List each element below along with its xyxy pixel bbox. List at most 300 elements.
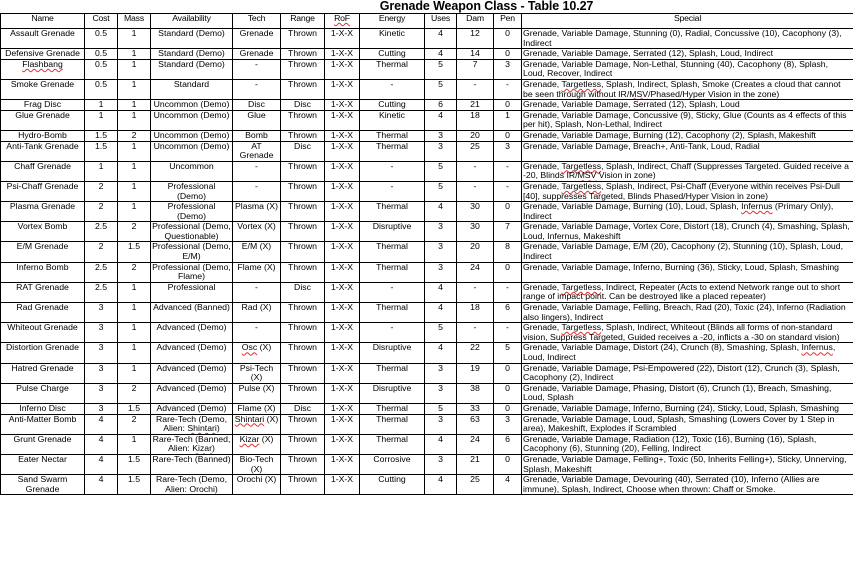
cell-energy: Corrosive	[360, 454, 425, 474]
cell-tech: Orochi (X)	[233, 475, 281, 495]
cell-name: Sand Swarm Grenade	[1, 475, 85, 495]
cell-special: Grenade, Variable Damage, Psi-Empowered (22), Distort (12), Crunch (3), Splash, Cacophony (2), Indirect	[522, 363, 853, 383]
cell-pen: 1	[494, 110, 522, 130]
cell-special: Grenade, Targetless, Splash, Indirect, Whiteout (Blinds all forms of non-standard vision, Suppress Targeted, Guided receives a -20, inflicts a -30 on standard vision)	[522, 323, 853, 343]
cell-special: Grenade, Variable Damage, Breach+, Anti-Tank, Loud, Radial	[522, 141, 853, 161]
cell-tech: E/M (X)	[233, 242, 281, 262]
cell-cost: 1.5	[85, 141, 118, 161]
cell-rof: 1-X-X	[325, 454, 360, 474]
cell-special: Grenade, Variable Damage, Radiation (12), Toxic (16), Burning (16), Splash, Cacophony (6), Stunning (20), Felling, Indirect	[522, 434, 853, 454]
cell-tech: -	[233, 59, 281, 79]
cell-range: Thrown	[281, 130, 325, 141]
cell-name: Anti-Tank Grenade	[1, 141, 85, 161]
cell-pen: 4	[494, 475, 522, 495]
cell-special: Grenade, Variable Damage, Inferno, Burning (36), Sticky, Loud, Splash, Smashing	[522, 262, 853, 282]
cell-cost: 2	[85, 202, 118, 222]
cell-rof: 1-X-X	[325, 59, 360, 79]
cell-energy: Disruptive	[360, 343, 425, 363]
cell-dam: 7	[457, 59, 494, 79]
cell-pen: -	[494, 79, 522, 99]
cell-cost: 4	[85, 414, 118, 434]
cell-rof: 1-X-X	[325, 363, 360, 383]
cell-rof: 1-X-X	[325, 49, 360, 60]
cell-special: Grenade, Variable Damage, Distort (24), Crunch (8), Smashing, Splash, Infernus, Loud, Indirect	[522, 343, 853, 363]
table-row	[1, 181, 853, 201]
cell-special: Grenade, Variable Damage, Burning (10), Loud, Splash, Infernus (Primary Only), Indirect	[522, 202, 853, 222]
cell-range: Thrown	[281, 181, 325, 201]
cell-mass: 2	[118, 262, 151, 282]
cell-cost: 1	[85, 110, 118, 130]
cell-special: Grenade, Variable Damage, Devouring (40), Serrated (10), Inferno (Allies are immune), Splash, Indirect, Choose when thrown: Chaff or Smoke.	[522, 475, 853, 495]
cell-tech: Shintari (X)	[233, 414, 281, 434]
cell-availability: Uncommon	[151, 161, 233, 181]
table-row	[1, 414, 853, 434]
cell-mass: 1.5	[118, 454, 151, 474]
table-row	[1, 161, 853, 181]
cell-mass: 1	[118, 79, 151, 99]
cell-cost: 0.5	[85, 29, 118, 49]
cell-pen: -	[494, 323, 522, 343]
cell-pen: 0	[494, 202, 522, 222]
cell-name: Frag Disc	[1, 100, 85, 111]
table-row	[1, 282, 853, 302]
cell-pen: 0	[494, 100, 522, 111]
cell-pen: 0	[494, 130, 522, 141]
cell-cost: 4	[85, 434, 118, 454]
table-row	[1, 110, 853, 130]
cell-name: Inferno Bomb	[1, 262, 85, 282]
cell-availability: Professional (Demo, Questionable)	[152, 221, 231, 241]
cell-energy: Thermal	[360, 141, 425, 161]
cell-energy: Thermal	[360, 303, 425, 323]
cell-dam: 24	[457, 262, 494, 282]
cell-rof: 1-X-X	[325, 161, 360, 181]
cell-pen: 7	[494, 222, 522, 242]
cell-uses: 5	[425, 403, 457, 414]
cell-range: Thrown	[281, 29, 325, 49]
cell-uses: 4	[425, 110, 457, 130]
cell-energy: Thermal	[360, 434, 425, 454]
cell-uses: 5	[425, 323, 457, 343]
cell-range: Thrown	[281, 434, 325, 454]
cell-pen: 3	[494, 414, 522, 434]
cell-cost: 3	[85, 383, 118, 403]
table-row	[1, 262, 853, 282]
cell-rof: 1-X-X	[325, 202, 360, 222]
cell-dam: 63	[457, 414, 494, 434]
cell-name: Pulse Charge	[1, 383, 85, 403]
cell-energy: Cutting	[360, 100, 425, 111]
cell-name: Whiteout Grenade	[1, 323, 85, 343]
cell-cost: 2	[85, 242, 118, 262]
table-row	[1, 49, 853, 60]
cell-uses: 4	[425, 475, 457, 495]
cell-mass: 1	[118, 161, 151, 181]
cell-special: Grenade, Variable Damage, Felling+, Toxic (50, Inherits Felling+), Sticky, Unnerving, Splash, Makeshift	[522, 454, 853, 474]
cell-mass: 1	[118, 363, 151, 383]
cell-name: Grunt Grenade	[1, 434, 85, 454]
cell-name: Eater Nectar	[1, 454, 85, 474]
cell-availability: Uncommon (Demo)	[151, 141, 233, 161]
cell-rof: 1-X-X	[325, 262, 360, 282]
column-header-cost: Cost	[85, 14, 118, 29]
cell-range: Thrown	[281, 59, 325, 79]
cell-energy: Thermal	[360, 242, 425, 262]
cell-tech: Flame (X)	[233, 262, 281, 282]
cell-dam: -	[457, 181, 494, 201]
column-header-pen: Pen	[494, 14, 522, 29]
table-row	[1, 242, 853, 262]
cell-availability: Professional (Demo, E/M)	[152, 241, 231, 262]
cell-energy: Thermal	[360, 130, 425, 141]
column-header-name: Name	[1, 14, 85, 29]
cell-mass: 1	[118, 282, 151, 302]
cell-name: Rad Grenade	[1, 303, 85, 323]
cell-tech: Psi-Tech (X)	[233, 363, 281, 383]
column-header-special: Special	[522, 14, 853, 29]
cell-energy: -	[360, 161, 425, 181]
cell-range: Thrown	[281, 363, 325, 383]
cell-tech: Kizar (X)	[233, 434, 281, 454]
cell-tech: -	[233, 161, 281, 181]
cell-name: Inferno Disc	[1, 403, 85, 414]
cell-dam: 22	[457, 343, 494, 363]
column-header-availability: Availability	[151, 14, 233, 29]
cell-mass: 1	[118, 343, 151, 363]
cell-energy: Kinetic	[360, 29, 425, 49]
cell-cost: 1.5	[85, 130, 118, 141]
cell-cost: 2	[85, 181, 118, 201]
cell-special: Grenade, Variable Damage, Serrated (12), Splash, Loud	[522, 100, 853, 111]
cell-pen: 6	[494, 303, 522, 323]
cell-availability: Rare-Tech (Demo, Alien: Shintari)	[151, 414, 233, 434]
cell-cost: 0.5	[85, 49, 118, 60]
cell-special: Grenade, Variable Damage, Loud, Splash, Smashing (Lowers Cover by 1 Step in area), Makeshift, Explodes if Scrambled	[522, 414, 853, 434]
cell-cost: 4	[85, 454, 118, 474]
cell-range: Thrown	[281, 242, 325, 262]
table-row	[1, 100, 853, 111]
cell-range: Thrown	[281, 202, 325, 222]
cell-range: Disc	[281, 403, 325, 414]
cell-mass: 1	[118, 59, 151, 79]
cell-cost: 2.5	[85, 262, 118, 282]
cell-availability: Rare-Tech (Demo, Alien: Orochi)	[151, 475, 233, 495]
cell-energy: Disruptive	[360, 383, 425, 403]
cell-name: Flashbang	[1, 59, 85, 79]
cell-special: Grenade, Targetless, Indirect, Repeater (Acts to extend Network range out to short range of impact point. Can be destroyed like a placed repeater)	[522, 282, 853, 302]
cell-rof: 1-X-X	[325, 141, 360, 161]
cell-pen: 0	[494, 383, 522, 403]
cell-range: Thrown	[281, 79, 325, 99]
cell-availability: Uncommon (Demo)	[151, 100, 233, 111]
cell-name: Psi-Chaff Grenade	[1, 181, 85, 201]
cell-range: Thrown	[281, 323, 325, 343]
cell-energy: Cutting	[360, 475, 425, 495]
cell-tech: Bomb	[233, 130, 281, 141]
cell-rof: 1-X-X	[325, 110, 360, 130]
cell-uses: 3	[425, 130, 457, 141]
cell-mass: 1.5	[118, 403, 151, 414]
cell-availability: Advanced (Demo)	[151, 383, 233, 403]
cell-mass: 1	[118, 434, 151, 454]
cell-special: Grenade, Variable Damage, Stunning (0), Radial, Concussive (10), Cacophony (3), Indirect	[522, 29, 853, 49]
cell-uses: 4	[425, 202, 457, 222]
cell-dam: 18	[457, 110, 494, 130]
column-header-tech: Tech	[233, 14, 281, 29]
cell-tech: Glue	[233, 110, 281, 130]
cell-tech: Vortex (X)	[233, 222, 281, 242]
cell-uses: 4	[425, 434, 457, 454]
cell-mass: 1	[118, 110, 151, 130]
cell-availability: Rare-Tech (Banned, Alien: Kizar)	[151, 434, 233, 454]
cell-special: Grenade, Variable Damage, Vortex Core, Distort (18), Crunch (4), Smashing, Splash, Loud, Infernus, Makeshift	[522, 222, 853, 242]
page-title: Grenade Weapon Class - Table 10.27	[379, 0, 594, 13]
cell-rof: 1-X-X	[325, 181, 360, 201]
cell-range: Thrown	[281, 262, 325, 282]
cell-pen: 8	[494, 242, 522, 262]
cell-tech: Disc	[233, 100, 281, 111]
cell-uses: 4	[425, 303, 457, 323]
cell-special: Grenade, Variable Damage, E/M (20), Cacophony (2), Stunning (10), Splash, Loud, Indirect	[522, 242, 853, 262]
cell-special: Grenade, Variable Damage, Phasing, Distort (6), Crunch (1), Breach, Smashing, Loud, Splash	[522, 383, 853, 403]
table-row	[1, 403, 853, 414]
cell-range: Thrown	[281, 414, 325, 434]
cell-dam: 38	[457, 383, 494, 403]
cell-pen: 3	[494, 141, 522, 161]
cell-rof: 1-X-X	[325, 222, 360, 242]
cell-uses: 5	[425, 181, 457, 201]
cell-pen: 0	[494, 403, 522, 414]
table-row	[1, 141, 853, 161]
cell-energy: Thermal	[360, 403, 425, 414]
cell-dam: 30	[457, 222, 494, 242]
cell-special: Grenade, Variable Damage, Inferno, Burning (24), Sticky, Loud, Splash, Smashing	[522, 403, 853, 414]
cell-cost: 2.5	[85, 222, 118, 242]
cell-cost: 0.5	[85, 79, 118, 99]
cell-tech: Pulse (X)	[233, 383, 281, 403]
cell-pen: 0	[494, 363, 522, 383]
cell-availability: Standard (Demo)	[151, 59, 233, 79]
cell-range: Thrown	[281, 454, 325, 474]
cell-name: RAT Grenade	[1, 282, 85, 302]
cell-uses: 4	[425, 343, 457, 363]
cell-rof: 1-X-X	[325, 303, 360, 323]
cell-dam: 25	[457, 141, 494, 161]
cell-energy: Thermal	[360, 262, 425, 282]
cell-availability: Standard	[151, 79, 233, 99]
cell-dam: -	[457, 79, 494, 99]
table-body	[1, 29, 853, 495]
table-row	[1, 222, 853, 242]
cell-rof: 1-X-X	[325, 414, 360, 434]
cell-cost: 1	[85, 161, 118, 181]
cell-name: Assault Grenade	[1, 29, 85, 49]
cell-rof: 1-X-X	[325, 100, 360, 111]
cell-energy: Disruptive	[360, 222, 425, 242]
cell-dam: 21	[457, 454, 494, 474]
cell-energy: Thermal	[360, 363, 425, 383]
cell-pen: -	[494, 161, 522, 181]
cell-availability: Rare-Tech (Banned)	[151, 454, 233, 474]
cell-availability: Professional (Demo)	[151, 181, 233, 201]
cell-tech: Osc (X)	[233, 343, 281, 363]
cell-range: Disc	[281, 100, 325, 111]
cell-name: Hydro-Bomb	[1, 130, 85, 141]
cell-tech: -	[233, 323, 281, 343]
table-row	[1, 323, 853, 343]
cell-mass: 1	[118, 181, 151, 201]
cell-range: Thrown	[281, 475, 325, 495]
cell-mass: 1	[118, 100, 151, 111]
table-row	[1, 303, 853, 323]
column-header-energy: Energy	[360, 14, 425, 29]
cell-cost: 1	[85, 100, 118, 111]
cell-mass: 1	[118, 323, 151, 343]
cell-special: Grenade, Variable Damage, Felling, Breach, Rad (20), Toxic (24), Inferno (Radiation also lingers), Indirect	[522, 303, 853, 323]
cell-uses: 3	[425, 414, 457, 434]
grenade-weapon-table	[0, 13, 853, 495]
cell-range: Disc	[281, 141, 325, 161]
table-row	[1, 130, 853, 141]
cell-availability: Professional (Demo, Flame)	[152, 262, 231, 282]
table-row	[1, 202, 853, 222]
cell-dam: 18	[457, 303, 494, 323]
column-header-dam: Dam	[457, 14, 494, 29]
cell-dam: 20	[457, 130, 494, 141]
cell-dam: 24	[457, 434, 494, 454]
cell-pen: 0	[494, 454, 522, 474]
cell-availability: Professional (Demo)	[151, 202, 233, 222]
cell-dam: -	[457, 161, 494, 181]
cell-range: Thrown	[281, 110, 325, 130]
cell-special: Grenade, Targetless, Splash, Indirect, Psi-Chaff (Everyone within receives Psi-Dull [40], suppresses Targeted, Blinds Phased/Hyper Vision in zone)	[522, 181, 853, 201]
cell-pen: 5	[494, 343, 522, 363]
cell-uses: 3	[425, 242, 457, 262]
cell-dam: 20	[457, 242, 494, 262]
cell-range: Thrown	[281, 49, 325, 60]
table-row	[1, 454, 853, 474]
cell-cost: 3	[85, 403, 118, 414]
table-row	[1, 363, 853, 383]
cell-rof: 1-X-X	[325, 242, 360, 262]
column-header-range: Range	[281, 14, 325, 29]
cell-uses: 4	[425, 282, 457, 302]
cell-availability: Advanced (Demo)	[151, 363, 233, 383]
cell-name: Chaff Grenade	[1, 161, 85, 181]
cell-name: Defensive Grenade	[1, 49, 85, 60]
cell-name: Anti-Matter Bomb	[1, 414, 85, 434]
cell-uses: 5	[425, 161, 457, 181]
cell-dam: 21	[457, 100, 494, 111]
cell-cost: 4	[85, 475, 118, 495]
cell-tech: Plasma (X)	[233, 202, 281, 222]
cell-rof: 1-X-X	[325, 282, 360, 302]
cell-range: Thrown	[281, 383, 325, 403]
cell-availability: Standard (Demo)	[151, 49, 233, 60]
cell-mass: 1	[118, 49, 151, 60]
cell-dam: -	[457, 282, 494, 302]
cell-energy: Thermal	[360, 59, 425, 79]
cell-rof: 1-X-X	[325, 79, 360, 99]
cell-rof: 1-X-X	[325, 29, 360, 49]
column-header-uses: Uses	[425, 14, 457, 29]
cell-pen: -	[494, 282, 522, 302]
cell-uses: 4	[425, 49, 457, 60]
cell-cost: 2.5	[85, 282, 118, 302]
cell-tech: Rad (X)	[233, 303, 281, 323]
cell-rof: 1-X-X	[325, 434, 360, 454]
cell-mass: 2	[118, 222, 151, 242]
cell-tech: Grenade	[233, 49, 281, 60]
cell-name: Vortex Bomb	[1, 222, 85, 242]
cell-name: Distortion Grenade	[1, 343, 85, 363]
cell-name: Plasma Grenade	[1, 202, 85, 222]
cell-name: Hatred Grenade	[1, 363, 85, 383]
cell-tech: Grenade	[233, 29, 281, 49]
cell-tech: -	[233, 181, 281, 201]
cell-mass: 1.5	[118, 475, 151, 495]
cell-energy: Kinetic	[360, 110, 425, 130]
cell-special: Grenade, Targetless, Splash, Indirect, Splash, Smoke (Creates a cloud that cannot be seen through without IR/MSV/Phased/Hyper Vision in the zone)	[522, 79, 853, 99]
cell-dam: 12	[457, 29, 494, 49]
cell-range: Thrown	[281, 343, 325, 363]
cell-tech: AT Grenade	[233, 141, 281, 161]
cell-cost: 3	[85, 363, 118, 383]
cell-rof: 1-X-X	[325, 475, 360, 495]
cell-mass: 1	[118, 202, 151, 222]
cell-mass: 1	[118, 303, 151, 323]
cell-availability: Professional	[151, 282, 233, 302]
cell-dam: 30	[457, 202, 494, 222]
cell-cost: 0.5	[85, 59, 118, 79]
cell-pen: 0	[494, 29, 522, 49]
cell-tech: Bio-Tech (X)	[233, 454, 281, 474]
cell-availability: Standard (Demo)	[151, 29, 233, 49]
cell-special: Grenade, Variable Damage, Concussive (9), Sticky, Glue (Counts as 4 effects of this per hit), Splash, Non-Lethal, Indirect	[522, 110, 853, 130]
cell-energy: -	[360, 181, 425, 201]
cell-availability: Advanced (Demo)	[151, 403, 233, 414]
cell-mass: 2	[118, 383, 151, 403]
cell-availability: Uncommon (Demo)	[151, 130, 233, 141]
cell-availability: Advanced (Demo)	[151, 323, 233, 343]
cell-cost: 3	[85, 303, 118, 323]
cell-special: Grenade, Variable Damage, Non-Lethal, Stunning (40), Cacophony (8), Splash, Loud, Recover, Indirect	[522, 59, 853, 79]
column-header-rof: RoF	[325, 14, 360, 29]
cell-energy: Thermal	[360, 202, 425, 222]
table-row	[1, 343, 853, 363]
cell-energy: -	[360, 323, 425, 343]
table-row	[1, 434, 853, 454]
cell-name: E/M Grenade	[1, 242, 85, 262]
cell-energy: -	[360, 282, 425, 302]
cell-pen: 6	[494, 434, 522, 454]
cell-tech: Flame (X)	[233, 403, 281, 414]
cell-rof: 1-X-X	[325, 130, 360, 141]
cell-mass: 2	[118, 414, 151, 434]
cell-special: Grenade, Variable Damage, Burning (12), Cacophony (2), Splash, Makeshift	[522, 130, 853, 141]
cell-pen: 0	[494, 49, 522, 60]
table-row	[1, 59, 853, 79]
cell-rof: 1-X-X	[325, 343, 360, 363]
cell-uses: 4	[425, 29, 457, 49]
cell-name: Glue Grenade	[1, 110, 85, 130]
cell-name: Smoke Grenade	[1, 79, 85, 99]
table-row	[1, 383, 853, 403]
cell-energy: Cutting	[360, 49, 425, 60]
cell-uses: 5	[425, 79, 457, 99]
cell-dam: 25	[457, 475, 494, 495]
cell-uses: 3	[425, 141, 457, 161]
